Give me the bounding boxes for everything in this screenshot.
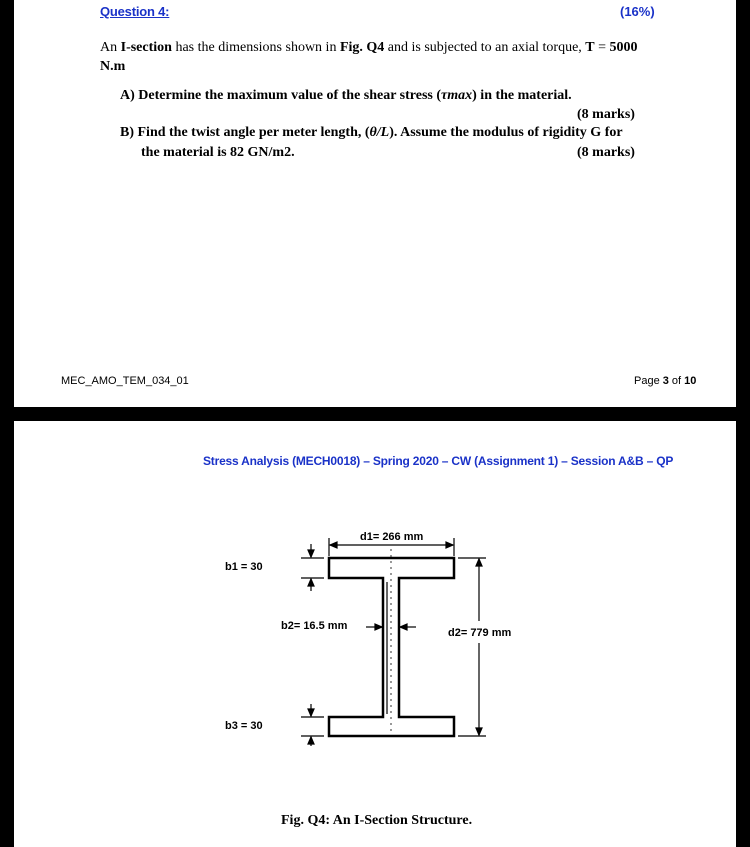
part-a-after: ) in the material. bbox=[472, 88, 572, 103]
part-b-after: ). Assume the modulus of rigidity G for bbox=[389, 125, 623, 140]
intro-text: = bbox=[594, 40, 610, 55]
document-page-4 bbox=[14, 421, 736, 847]
part-b-line1 bbox=[120, 125, 623, 141]
page-total: 10 bbox=[684, 375, 697, 387]
question-intro bbox=[100, 38, 660, 76]
intro-text: and is subjected to an axial torque, bbox=[384, 40, 586, 55]
b1-dimension bbox=[301, 544, 324, 591]
torque-symbol: T bbox=[585, 40, 595, 55]
part-a-before: A) Determine the maximum value of the shear stress ( bbox=[120, 88, 442, 103]
intro-term: I-section bbox=[120, 40, 172, 55]
part-b-line2: the material is 82 GN/m2. bbox=[141, 145, 295, 160]
torque-unit: N.m bbox=[100, 59, 126, 74]
figure-caption: Fig. Q4: An I-Section Structure. bbox=[281, 813, 473, 828]
tau-max-symbol: τmax bbox=[441, 88, 473, 103]
page-mid: of bbox=[668, 375, 685, 387]
course-header: Stress Analysis (MECH0018) – Spring 2020 – CW (Assignment 1) – Session A&B – QP bbox=[203, 454, 674, 468]
i-section-shape bbox=[329, 558, 454, 736]
theta-over-l-symbol: θ/L bbox=[369, 125, 390, 140]
question-weight: (16%) bbox=[620, 4, 655, 19]
part-b-before: B) Find the twist angle per meter length, ( bbox=[120, 125, 370, 140]
i-section-figure bbox=[14, 421, 736, 847]
part-a-text bbox=[120, 88, 572, 104]
torque-value: 5000 bbox=[609, 40, 638, 55]
intro-figure-ref: Fig. Q4 bbox=[339, 40, 385, 55]
b2-label: b2= 16.5 mm bbox=[281, 620, 348, 632]
question-heading: Question 4: bbox=[100, 4, 170, 19]
part-b-marks: (8 marks) bbox=[577, 145, 635, 160]
part-a-marks: (8 marks) bbox=[577, 107, 635, 122]
page-current: 3 bbox=[662, 375, 669, 387]
document-page-3 bbox=[14, 0, 736, 407]
footer-document-code: MEC_AMO_TEM_034_01 bbox=[61, 375, 189, 387]
d1-label: d1= 266 mm bbox=[360, 531, 424, 543]
intro-text: An bbox=[100, 40, 121, 55]
footer-page-number bbox=[634, 375, 696, 387]
d2-dimension bbox=[458, 558, 486, 736]
b3-label: b3 = 30 bbox=[225, 720, 263, 732]
page-prefix: Page bbox=[634, 375, 663, 387]
intro-text: has the dimensions shown in bbox=[171, 40, 340, 55]
b3-dimension bbox=[301, 704, 324, 746]
d2-label: d2= 779 mm bbox=[448, 627, 512, 639]
b1-label: b1 = 30 bbox=[225, 561, 263, 573]
